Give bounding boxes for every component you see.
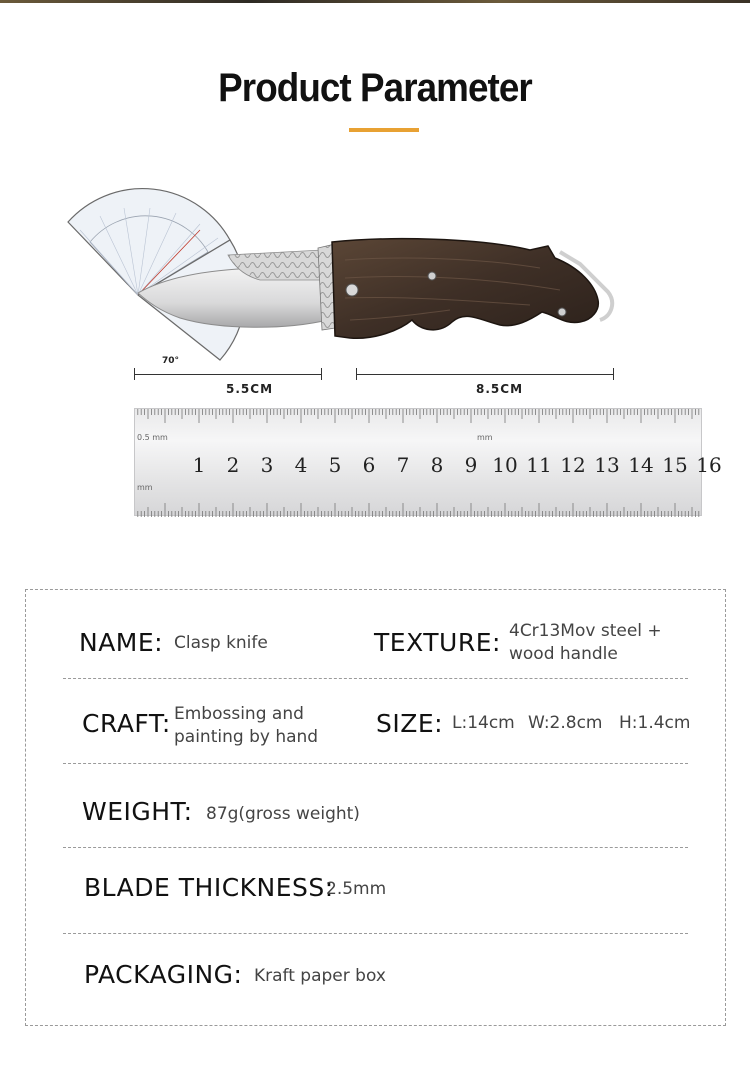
texture-value: 4Cr13Mov steel + wood handle	[509, 621, 662, 664]
pivot-screw	[346, 284, 358, 296]
ruler-number: 10	[492, 453, 518, 477]
size-height: H:1.4cm	[619, 713, 691, 733]
ruler-number: 16	[696, 453, 722, 477]
ruler-unit-label: mm	[477, 433, 493, 442]
size-width: W:2.8cm	[528, 713, 603, 733]
knife-handle	[332, 239, 598, 339]
ruler-number: 12	[560, 453, 586, 477]
handle-screw	[558, 308, 566, 316]
blade-thickness-label: BLADE THICKNESS:	[84, 873, 334, 902]
ruler-number: 1	[192, 453, 206, 477]
craft-value: Embossing and painting by hand	[174, 704, 319, 747]
texture-label: TEXTURE:	[374, 628, 501, 657]
name-label: NAME:	[79, 628, 164, 657]
handle-screw	[428, 272, 436, 280]
product-image	[60, 180, 640, 380]
size-label: SIZE:	[376, 709, 444, 738]
row-divider	[63, 763, 688, 764]
blade-length-label: 5.5CM	[226, 382, 274, 396]
top-decorative-strip	[0, 0, 750, 3]
craft-label: CRAFT:	[82, 709, 171, 738]
blade-thickness-value: 2.5mm	[326, 879, 387, 899]
ruler-number: 4	[294, 453, 308, 477]
name-value: Clasp knife	[174, 633, 268, 653]
weight-label: WEIGHT:	[82, 797, 193, 826]
row-divider	[63, 847, 688, 848]
ruler-number: 13	[594, 453, 620, 477]
ruler-number: 11	[526, 453, 552, 477]
knife-illustration	[60, 180, 640, 380]
dimension-lines	[134, 367, 614, 387]
ruler-number: 9	[464, 453, 478, 477]
ruler-number: 2	[226, 453, 240, 477]
ruler-number: 7	[396, 453, 410, 477]
protractor-angle-label: 70°	[162, 356, 180, 366]
ruler-number: 3	[260, 453, 274, 477]
ruler-number: 8	[430, 453, 444, 477]
ruler-unit-label: 0.5 mm	[137, 433, 168, 442]
size-length: L:14cm	[452, 713, 515, 733]
row-divider	[63, 678, 688, 679]
title-underline	[349, 128, 419, 132]
packaging-label: PACKAGING:	[84, 960, 243, 989]
ruler-number: 5	[328, 453, 342, 477]
ruler-number: 6	[362, 453, 376, 477]
row-divider	[63, 933, 688, 934]
handle-length-label: 8.5CM	[476, 382, 524, 396]
ruler-number: 14	[628, 453, 654, 477]
measuring-ruler	[134, 408, 722, 516]
packaging-value: Kraft paper box	[254, 966, 386, 986]
page-title: Product Parameter	[218, 66, 532, 110]
ruler-unit-label: mm	[137, 483, 153, 492]
weight-value: 87g(gross weight)	[206, 804, 360, 824]
ruler-number: 15	[662, 453, 688, 477]
